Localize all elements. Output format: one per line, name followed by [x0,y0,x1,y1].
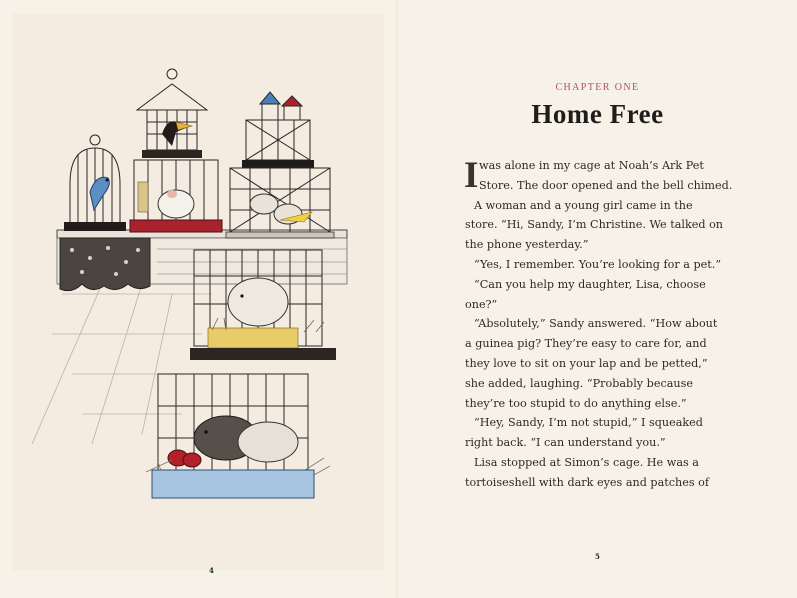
text-line: “Hey, Sandy, I’m not stupid,” I squeaked [474,416,703,430]
left-page-number: 4 [209,566,214,575]
text-line: Store. The door opened and the bell chimed. [479,178,733,192]
chapter-label: CHAPTER ONE [555,82,640,93]
text-line: the phone yesterday.” [465,238,589,252]
right-page [398,0,797,598]
text-line: was alone in my cage at Noah’s Ark Pet [479,159,704,172]
text-line: they love to sit on your lap and be petted,” [465,356,708,370]
chapter-body-text [465,156,765,493]
text-line: tortoiseshell with dark eyes and patches of [465,475,710,489]
text-line: one?” [465,297,498,311]
text-line: she added, laughing. “Probably because [465,376,693,390]
text-line: right back. “I can understand you.” [465,436,666,450]
right-page-number: 5 [595,552,600,561]
text-line: “Absolutely,” Sandy answered. “How about [474,317,718,331]
text-line: store. “Hi, Sandy, I’m Christine. We talked on [465,218,724,232]
left-page [12,14,384,575]
text-line: a guinea pig? They’re easy to care for, and [465,337,707,351]
text-line: “Yes, I remember. You’re looking for a pet.” [474,257,722,271]
drop-cap: I [464,155,479,196]
text-line: A woman and a young girl came in the [474,198,693,212]
chapter-title: Home Free [531,99,664,129]
pet-store-illustration [12,14,384,570]
text-line: “Can you help my daughter, Lisa, choose [474,277,706,291]
text-line: they’re too stupid to do anything else.” [465,396,687,410]
text-line: Lisa stopped at Simon’s cage. He was a [474,455,699,469]
